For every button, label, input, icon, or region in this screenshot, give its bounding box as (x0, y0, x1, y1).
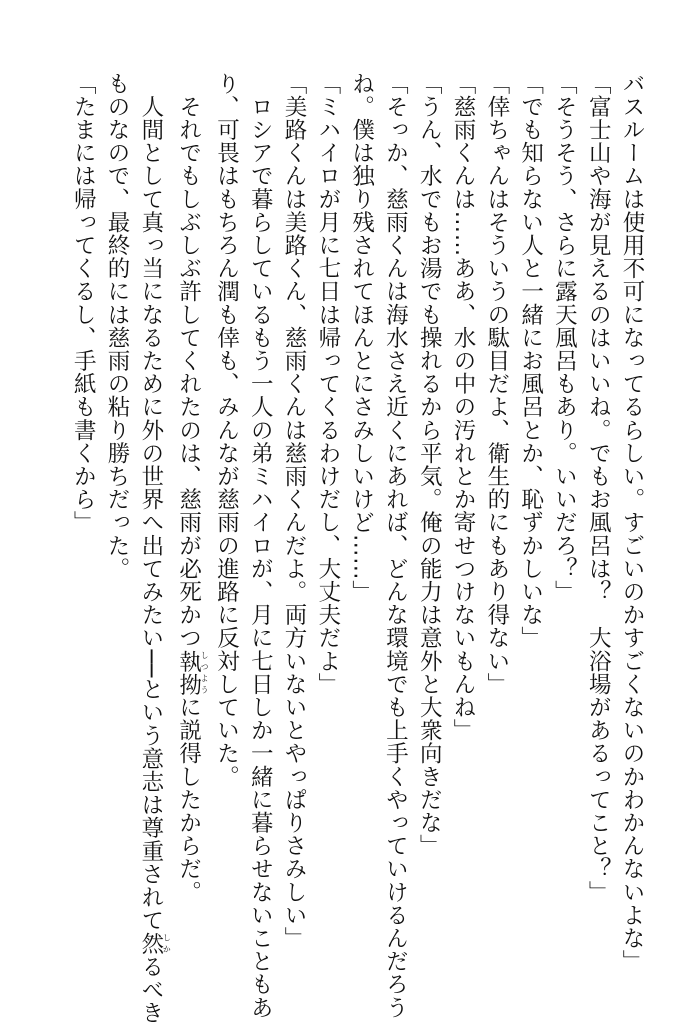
text-line: 「慈雨くんは……ああ、水の中の汚れとか寄せつけないもんね」 (450, 72, 477, 742)
vertical-text-body (65, 72, 648, 1024)
text-line: バスルームは使用不可になってるらしい。すごいのかすごくないのかわかんないよな」 (619, 72, 645, 973)
text-line: 「そっか、慈雨くんは海水さえ近くにあれば、どんな環境でも上手くやっていけるんだろう (382, 72, 409, 1020)
text-line: 「倖ちゃんはそういうの駄目だよ、衛生的にもあり得ない」 (483, 72, 510, 696)
text-line: ね。僕は独り残されてほんとにさみしいけど……」 (348, 72, 375, 604)
ruby-shitsuyou: 執拗しつよう (175, 649, 210, 696)
text-segment: 人間として真っ当になるために外の世界へ出てみたい──という意志は尊重されて (137, 72, 164, 932)
text-line: 「そうそう、さらに露天風呂もあり。いいだろ？」 (551, 72, 578, 604)
text-line-with-ruby (171, 72, 209, 972)
text-line: 「うん、水でもお湯でも操れるから平気。俺の能力は意外と大衆向きだな」 (416, 72, 443, 858)
text-line: 「でも知らない人と一緒にお風呂とか、恥ずかしいな」 (517, 72, 544, 650)
text-line: り、可畏はもちろん潤も倖も、みんなが慈雨の進路に反対していた。 (213, 72, 240, 789)
text-segment: に説得したからだ。 (175, 695, 202, 904)
text-line: ロシアで暮らしているもう一人の弟ミハイロが、月に七日しか一緒に暮らせないこともあ (247, 72, 274, 1020)
text-line: ものなので、最終的には慈雨の粘り勝ちだった。 (104, 72, 131, 581)
text-segment: るべき (137, 955, 164, 1024)
text-segment: それでもしぶしぶ許してくれたのは、慈雨が必死かつ (175, 72, 202, 650)
ruby-shikaru: 然しか (137, 931, 172, 956)
text-line: 「たまには帰ってくるし、手紙も書くから」 (70, 72, 97, 534)
text-line: 「富士山や海が見えるのはいいね。でもお風呂は？ 大浴場があるってこと？」 (585, 72, 612, 904)
text-line: 「美路くんは美路くん、慈雨くんは慈雨くんだよ。両方いないとやっぱりさみしい」 (281, 72, 308, 950)
text-line: 「ミハイロが月に七日は帰ってくるわけだし、大丈夫だよ」 (314, 72, 341, 696)
text-line-with-ruby (133, 72, 172, 1024)
